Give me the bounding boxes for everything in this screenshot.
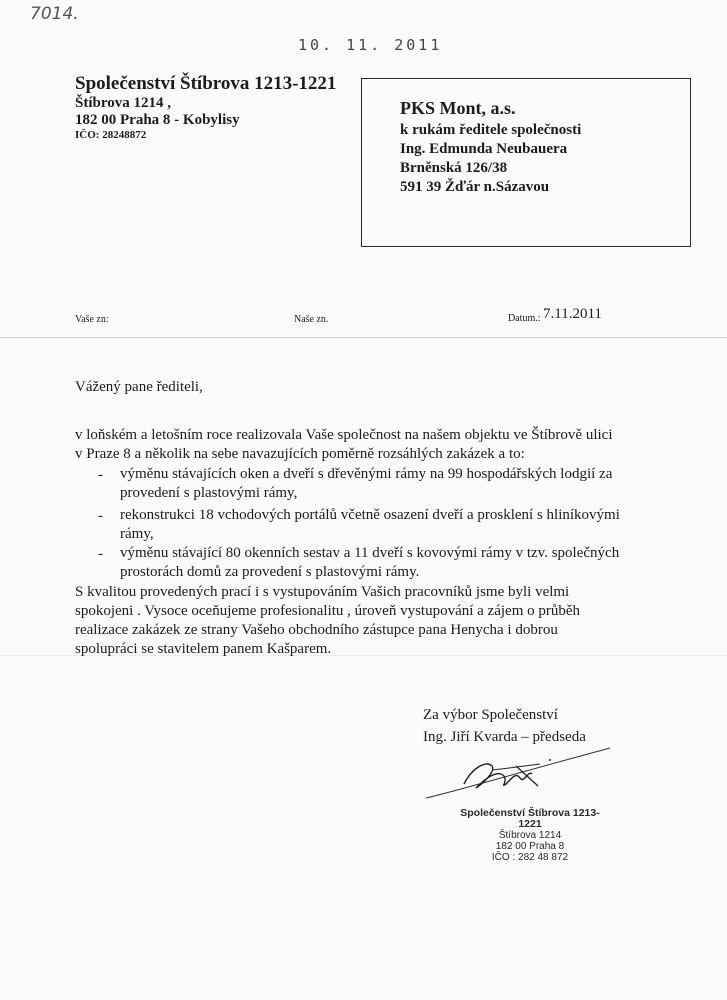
handwritten-note: 7014. [30,4,79,24]
bullet-dash: - [98,546,103,562]
bullet-item-2-line1: rekonstrukci 18 vchodových portálů včetně osazení dveří a prosklení s hliníkovými [120,507,620,523]
stamp-line-2: Štíbrova 1214 [498,830,562,841]
intro-line-2: v Praze 8 a několik na sebe navazujících poměrně rozsáhlých zakázek a to: [75,446,525,462]
salutation: Vážený pane řediteli, [75,379,203,395]
bullet-item-3-line1: výměnu stávající 80 okenních sestav a 11 dveří s kovovými rámy v tzv. společných [120,545,620,561]
handwritten-signature [420,740,620,810]
company-stamp [455,808,605,863]
bullet-dash: - [98,508,103,524]
closing-line-1: S kvalitou provedených prací i s vystupováním Vašich pracovníků jsme byli velmi [75,584,570,600]
sender-city: 182 00 Praha 8 - Kobylisy [75,112,240,128]
bullet-item-3 [120,544,620,582]
closing-line-2: spokojeni . Vysoce oceňujeme profesionalitu , úroveň vystupování a zájem o průběh [75,603,581,619]
received-date-stamp: 10. 11. 2011 [298,36,443,54]
paper-fold-line [0,337,727,338]
bullet-item-1-line2: provedení s plastovými rámy, [120,485,298,501]
stamp-line-1: Společenství Štíbrova 1213-1221 [460,807,600,830]
bullet-item-1 [120,465,620,503]
bullet-item-2-line2: rámy, [120,526,154,542]
your-ref-label: Vaše zn: [75,314,109,325]
bullet-dash: - [98,467,103,483]
date-value: 7.11.2011 [543,306,602,322]
recipient-company: PKS Mont, a.s. [400,98,516,118]
closing-line-3: realizace zakázek ze strany Vašeho obchodního zástupce pana Henycha i dobrou [75,622,558,638]
recipient-street: Brněnská 126/38 [400,160,508,176]
stamp-line-4: IČO : 282 48 872 [491,852,569,863]
sender-name: Společenství Štíbrova 1213-1221 [75,73,337,94]
bullet-item-2 [120,506,620,544]
sender-ico: IČO: 28248872 [75,129,147,141]
recipient-person: Ing. Edmunda Neubauera [400,141,568,157]
bullet-item-3-line2: prostorách domů za provedení s plastovými rámy. [120,564,420,580]
bullet-item-1-line1: výměnu stávajících oken a dveří s dřevěnými rámy na 99 hospodářských lodgií za [120,466,613,482]
stamp-line-3: 182 00 Praha 8 [495,841,565,852]
intro-line-1: v loňském a letošním roce realizovala Vaše společnost na našem objektu ve Štíbrově ulici [75,427,613,443]
recipient-city: 591 39 Žďár n.Sázavou [400,179,550,195]
closing-line-4: spolupráci se stavitelem panem Kašparem. [75,641,332,657]
date-label: Datum.: [508,313,541,324]
recipient-address-box [361,78,691,247]
signature-line-1: Za výbor Společenství [423,707,558,723]
sender-street: Štíbrova 1214 , [75,95,171,111]
our-ref-label: Naše zn. [294,314,329,325]
recipient-attention: k rukám ředitele společnosti [400,122,582,138]
signature-line-2: Ing. Jiří Kvarda – předseda [423,729,586,745]
